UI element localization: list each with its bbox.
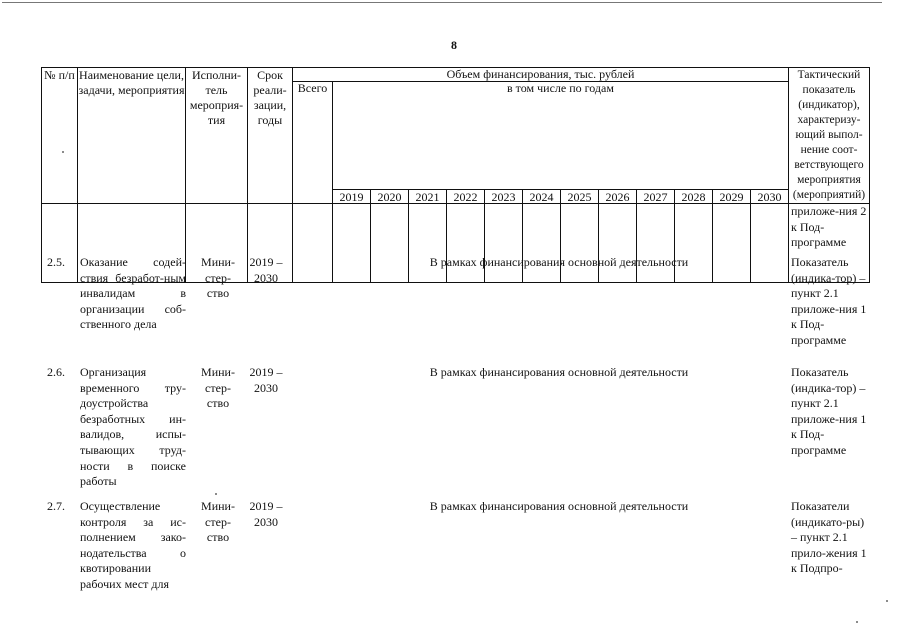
header-financing: Объем финансирования, тыс. рублей <box>293 68 789 82</box>
page-number: 8 <box>451 38 457 52</box>
financing-table-header <box>41 67 870 283</box>
row-term: 2019 – 2030 <box>249 255 283 285</box>
row-term: 2019 – 2030 <box>249 499 283 529</box>
row-financing: В рамках финансирования основной деятельности <box>429 499 689 513</box>
scan-speck <box>215 493 217 495</box>
header-year: 2025 <box>561 190 599 204</box>
row-name: Осуществление контроля за ис-полнением зако-нодательства о квотировании рабочих мест для <box>80 499 186 591</box>
header-year: 2027 <box>637 190 675 204</box>
header-year: 2024 <box>523 190 561 204</box>
page-top-rule <box>2 2 882 3</box>
row-name: Оказание содей-ствия безработ-ным инвалидам в организации соб-ственного дела <box>80 255 186 332</box>
row-number: 2.5. <box>47 255 65 269</box>
header-year: 2021 <box>409 190 447 204</box>
row-indicator: Показатель (индика-тор) – пункт 2.1 приложе-ния 1 к Под-программе <box>791 255 867 347</box>
carry-over-indicator: приложе-ния 2 к Под-программе <box>791 204 867 250</box>
row-indicator: Показатели (индикато-ры) – пункт 2.1 прило-жения 1 к Подпро- <box>791 499 867 576</box>
header-year: 2028 <box>675 190 713 204</box>
header-year: 2019 <box>333 190 371 204</box>
header-year: 2030 <box>751 190 789 204</box>
row-term: 2019 – 2030 <box>249 365 283 395</box>
header-indicator: Тактический показатель (индикатор), характеризу-ющий выпол-нение соот-ветствующего мероприятия (мероприятий) <box>789 68 870 204</box>
row-name: Организация временного тру-доустройства безработных ин-валидов, испы-тывающих труд-ности в поиске работы <box>80 365 186 489</box>
header-year: 2029 <box>713 190 751 204</box>
header-name: Наименование цели, задачи, мероприятия <box>78 68 186 204</box>
header-executor: Исполни-тель мероприя-тия <box>186 68 248 204</box>
header-num: № п/п <box>42 68 78 204</box>
scan-speck <box>856 621 858 623</box>
header-year: 2026 <box>599 190 637 204</box>
row-executor: Мини-стер-ство <box>201 255 235 301</box>
row-indicator: Показатель (индика-тор) – пункт 2.1 приложе-ния 1 к Под-программе <box>791 365 867 457</box>
scan-speck <box>886 600 888 602</box>
row-number: 2.6. <box>47 365 65 379</box>
scan-speck <box>62 151 64 153</box>
header-term: Срок реали-зации, годы <box>248 68 293 204</box>
row-executor: Мини-стер-ство <box>201 365 235 411</box>
header-by-years: в том числе по годам <box>333 82 789 190</box>
row-number: 2.7. <box>47 499 65 513</box>
header-year: 2020 <box>371 190 409 204</box>
header-year: 2022 <box>447 190 485 204</box>
row-financing: В рамках финансирования основной деятельности <box>429 255 689 269</box>
header-total: Всего <box>293 82 333 204</box>
row-executor: Мини-стер-ство <box>201 499 235 545</box>
row-financing: В рамках финансирования основной деятельности <box>429 365 689 379</box>
header-year: 2023 <box>485 190 523 204</box>
